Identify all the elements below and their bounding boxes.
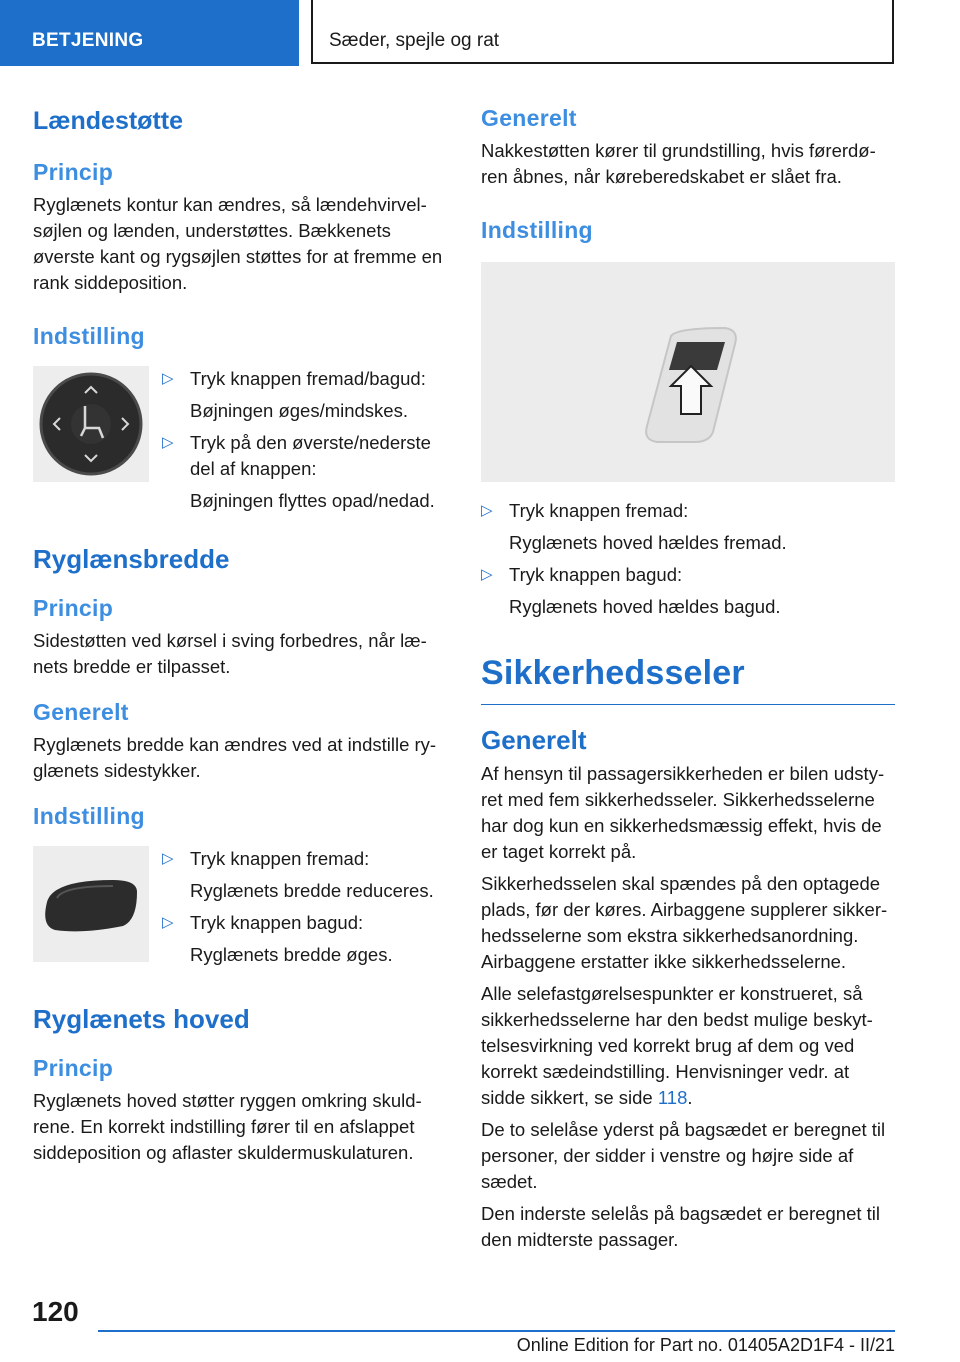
instruction-action: Tryk på den øverste/nederste del af knappen: [190,432,431,479]
triangle-bullet-icon: ▷ [162,914,174,931]
instruction-item [162,846,448,904]
triangle-bullet-icon: ▷ [481,502,493,519]
seatbelts-paragraph: Sikkerhedsselen skal spændes på den optagede plads, før der køres. Airbaggene supplerer sikker-hedsselerne som ekstra sikkerhedsanordning. Airbaggene erstatter ikke sikkerhedsselerne. [481,873,888,972]
head-tilt-control-image [481,262,895,482]
width-principle-text: Sidestøtten ved kørsel i sving forbedres, når læ-nets bredde er tilpasset. [33,630,427,677]
instruction-result: Bøjningen øges/mindskes. [190,400,408,421]
triangle-bullet-icon: ▷ [162,850,174,867]
footer-edition-text: Online Edition for Part no. 01405A2D1F4 - II/21 [516,1335,895,1355]
seatbelts-title: Sikkerhedsseler [481,654,745,692]
head-tilt-button-icon [481,262,895,482]
lumbar-setting-heading: Indstilling [33,323,145,349]
triangle-bullet-icon: ▷ [162,434,174,451]
instruction-action: Tryk knappen fremad: [509,500,689,521]
lumbar-title: Lændestøtte [33,107,183,135]
right-column [481,100,895,1253]
width-instructions [162,846,448,968]
lumbar-control-image [33,366,149,482]
instruction-item [481,498,895,556]
width-setting-heading: Indstilling [33,803,145,829]
header-section-label: BETJENING [32,30,144,51]
width-general-heading: Generelt [33,699,129,725]
head-title: Ryglænets hoved [33,1004,250,1034]
right-general-text: Nakkestøtten kører til grundstilling, hvis førerdø-ren åbnes, når køreberedskabet er slået fra. [481,140,876,187]
width-control-image [33,846,149,962]
triangle-bullet-icon: ▷ [162,370,174,387]
triangle-bullet-icon: ▷ [481,566,493,583]
width-setting-block [33,846,448,968]
seatbelts-paragraph-text: . [687,1087,693,1108]
instruction-action: Tryk knappen bagud: [190,912,364,933]
lumbar-principle-text: Ryglænets kontur kan ændres, så lændehvirvel-søjlen og lænden, understøttes. Bækkenets øverste kant og rygsøjlen støttes for at fremme en rank siddeposition. [33,194,443,293]
width-button-icon [33,846,149,962]
right-setting-heading: Indstilling [481,217,593,243]
width-principle-heading: Princip [33,595,114,621]
page-number: 120 [32,1296,79,1327]
seatbelts-paragraph [481,981,895,1111]
instruction-action: Tryk knappen bagud: [509,564,683,585]
instruction-item [481,562,895,620]
width-general-text: Ryglænets bredde kan ændres ved at indstille ry-glænets sidestykker. [33,734,437,781]
instruction-action: Tryk knappen fremad: [190,848,370,869]
header-chapter-title: Sæder, spejle og rat [329,30,500,51]
instruction-item [162,910,448,968]
head-principle-heading: Princip [33,1055,114,1081]
instruction-item [162,366,448,424]
head-principle-text: Ryglænets hoved støtter ryggen omkring skuld-rene. En korrekt indstilling fører til en afslappet siddeposition og aflaster skuldermuskulaturen. [33,1090,422,1163]
header-title-box [311,0,894,64]
instruction-result: Ryglænets bredde øges. [190,944,393,965]
page-reference-link[interactable]: 118 [657,1087,688,1108]
instruction-result: Ryglænets bredde reduceres. [190,880,434,901]
seatbelts-paragraph: Den inderste selelås på bagsædet er beregnet til den midterste passager. [481,1203,881,1250]
footer-rule [98,1330,895,1332]
lumbar-principle-heading: Princip [33,159,114,185]
seatbelts-paragraph: De to selelåse yderst på bagsædet er beregnet til personer, der sidder i venstre og højre side af sædet. [481,1119,886,1192]
seatbelts-general-heading: Generelt [481,725,587,755]
instruction-action: Tryk knappen fremad/bagud: [190,368,426,389]
lumbar-control-icon [33,366,149,482]
instruction-result: Ryglænets hoved hældes fremad. [509,532,787,553]
right-general-heading: Generelt [481,105,577,131]
seatbelts-title-rule [481,704,895,705]
left-column [33,100,448,1166]
width-title: Ryglænsbredde [33,544,230,574]
header-section-tab [0,0,299,66]
instruction-item [162,430,448,514]
lumbar-instructions [162,366,448,514]
seatbelts-paragraph: Af hensyn til passagersikkerheden er bilen udsty-ret med fem sikkerhedsseler. Sikkerhedsselerne har dog kun en sikkerhedsmæssig effekt, hvis de er taget korrekt på. [481,763,885,862]
seatbelts-paragraph-text: Alle selefastgørelsespunkter er konstrueret, så sikkerhedsselerne har den bedst mulige beskyt-telsesvirkning ved korrekt brug af dem og ved korrekt sædeindstilling. Henvisninger vedr. at sidde sikkert, se side [481,983,873,1108]
instruction-result: Ryglænets hoved hældes bagud. [509,596,781,617]
lumbar-setting-block [33,366,448,514]
instruction-result: Bøjningen flyttes opad/nedad. [190,490,435,511]
head-instructions [481,498,895,620]
